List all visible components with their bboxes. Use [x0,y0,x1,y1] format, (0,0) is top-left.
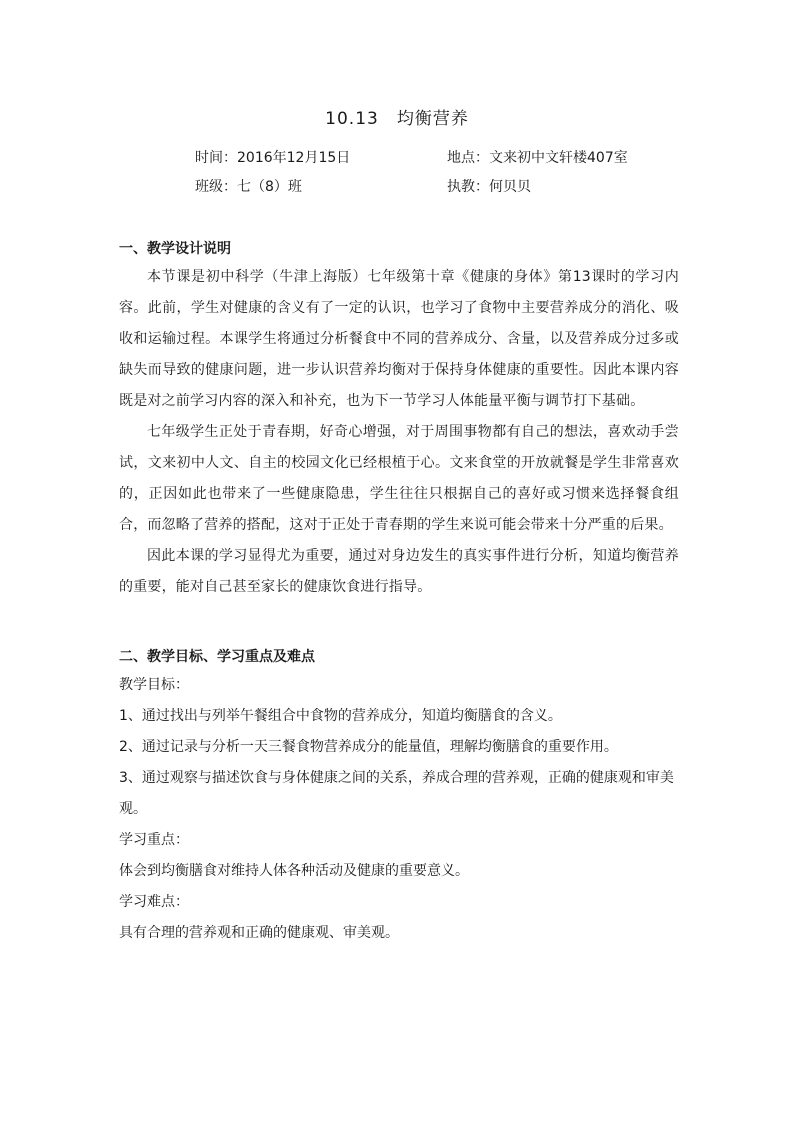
section-design-notes [119,238,679,603]
section-heading: 二、教学目标、学习重点及难点 [119,649,315,665]
difficulty-label: 学习难点： [119,894,189,910]
goal-item: 2、通过记录与分析一天三餐食物营养成分的能量值，理解均衡膳食的重要作用。 [119,739,618,755]
key-text: 体会到均衡膳食对维持人体各种活动及健康的重要意义。 [119,863,469,879]
key-label: 学习重点： [119,832,189,848]
goals-label: 教学目标： [119,677,189,693]
paragraph: 因此本课的学习显得尤为重要，通过对身边发生的真实事件进行分析，知道均衡营养的重要，能对自己甚至家长的健康饮食进行指导。 [119,548,679,595]
goal-item: 3、通过观察与描述饮食与身体健康之间的关系，养成合理的营养观，正确的健康观和审美观。 [119,770,674,817]
paragraph: 七年级学生正处于青春期，好奇心增强，对于周围事物都有自己的想法，喜欢动手尝试，文来初中人文、自主的校园文化已经根植于心。文来食堂的开放就餐是学生非常喜欢的，正因如此也带来了一些健康隐患，学生往往只根据自己的喜好或习惯来选择餐食组合，而忽略了营养的搭配，这对于正处于青春期的学生来说可能会带来十分严重的后果。 [119,424,679,533]
lesson-place: 地点：文来初中文轩楼407室 [447,150,628,166]
section-heading: 一、教学设计说明 [119,241,231,257]
difficulty-text: 具有合理的营养观和正确的健康观、审美观。 [119,925,399,941]
lesson-teacher: 执教：何贝贝 [447,179,531,195]
paragraph: 本节课是初中科学（牛津上海版）七年级第十章《健康的身体》第13课时的学习内容。此前，学生对健康的含义有了一定的认识，也学习了食物中主要营养成分的消化、吸收和运输过程。本课学生将通过分析餐食中不同的营养成分、含量，以及营养成分过多或缺失而导致的健康问题，进一步认识营养均衡对于保持身体健康的重要性。因此本课内容既是对之前学习内容的深入和补充，也为下一节学习人体能量平衡与调节打下基础。 [119,269,679,409]
lesson-time: 时间：2016年12月15日 [195,150,351,166]
lesson-class: 班级：七（8）班 [195,179,302,195]
goal-item: 1、通过找出与列举午餐组合中食物的营养成分，知道均衡膳食的含义。 [119,708,562,724]
section-goals [119,646,679,949]
page-title: 10.13 均衡营养 [325,109,469,129]
